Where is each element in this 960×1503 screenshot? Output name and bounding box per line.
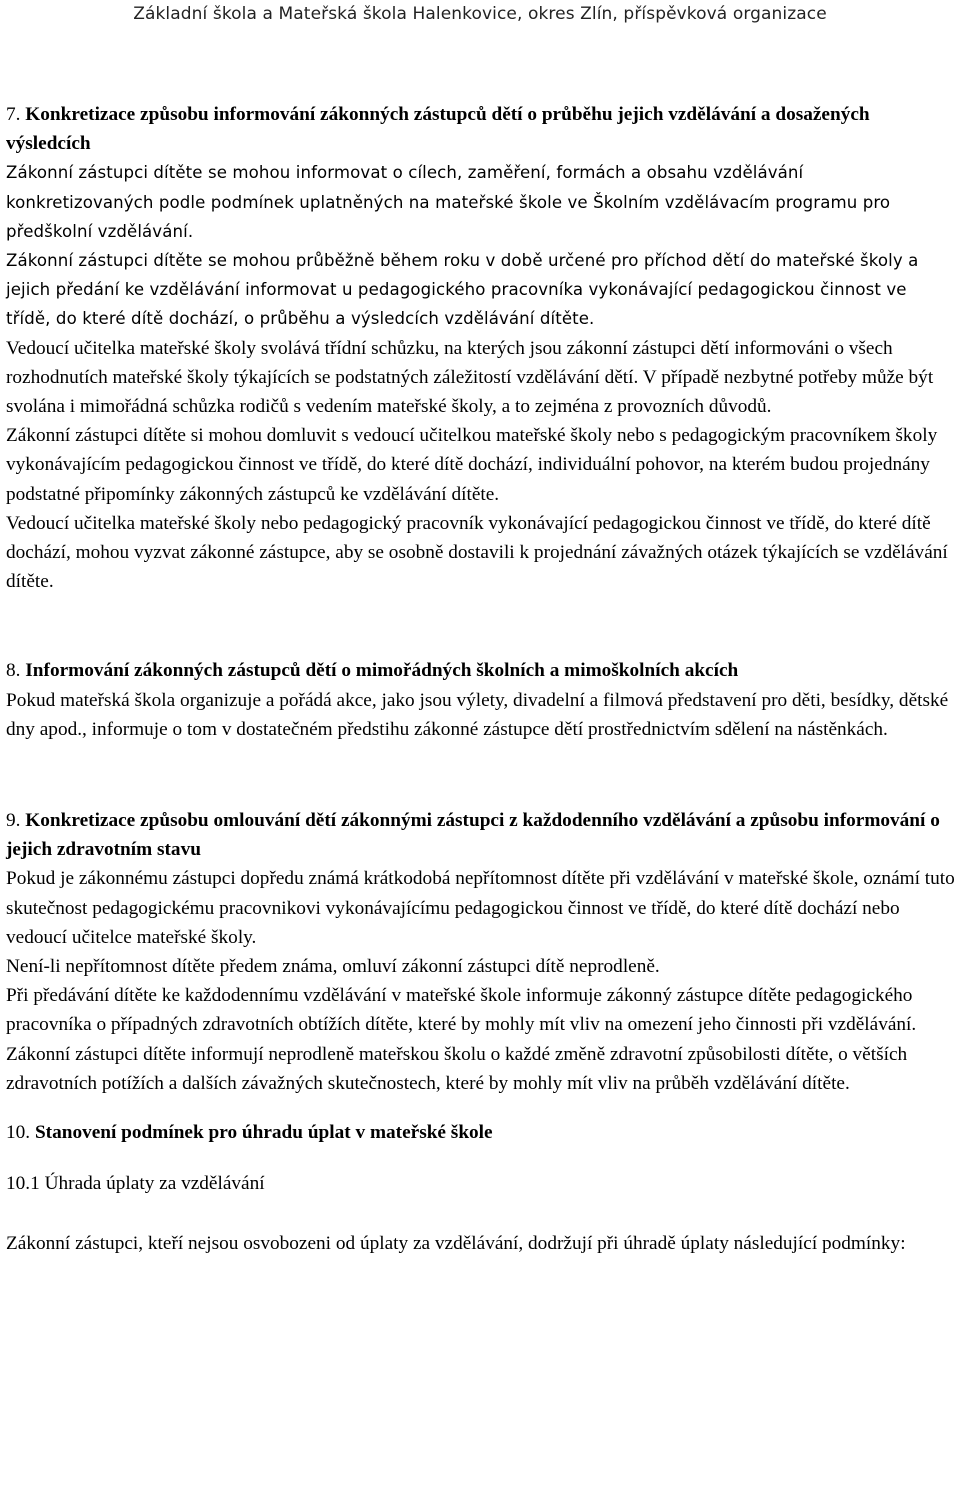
section-10-heading <box>6 1118 956 1147</box>
section-9-number: 9. <box>6 810 21 832</box>
section-8-number: 8. <box>6 660 21 682</box>
section-9-title: Konkretizace způsobu omlouvání dětí zákonnými zástupci z každodenního vzdělávání a způsobu informování o jejich zdravotním stavu <box>6 810 940 861</box>
section-10-number: 10. <box>6 1122 31 1144</box>
section-9-paragraph-2: Není-li nepřítomnost dítěte předem známa, omluví zákonní zástupci dítě neprodleně. <box>6 956 660 978</box>
section-8-paragraph-1: Pokud mateřská škola organizuje a pořádá akce, jako jsou výlety, divadelní a filmová představení pro děti, besídky, dětské dny apod., informuje o tom v dostatečném předstihu zákonné zástupce dětí prostřednictvím sdělení na nástěnkách. <box>6 689 949 740</box>
section-7-heading <box>6 100 956 158</box>
section-7-paragraph-4: Zákonní zástupci dítěte si mohou domluvit s vedoucí učitelkou mateřské školy nebo s pedagogickým pracovníkem školy vykonávajícím pedagogickou činnost ve třídě, do které dítě dochází, individuální pohovor, na kterém budou projednány podstatné připomínky zákonných zástupců ke vzdělávání dítěte. <box>6 425 938 505</box>
section-8-title: Informování zákonných zástupců dětí o mimořádných školních a mimoškolních akcích <box>25 660 739 682</box>
spacer <box>6 1098 956 1118</box>
spacer <box>6 1147 956 1169</box>
section-9-paragraph-4: Zákonní zástupci dítěte informují neprodleně mateřskou školu o každé změně zdravotní způsobilosti dítěte, o větších zdravotních potížích a dalších závažných skutečnostech, které by mohly mít vliv na průběh vzdělávání dítěte. <box>6 1043 908 1094</box>
page-header <box>0 0 960 32</box>
section-9-paragraph-3: Při předávání dítěte ke každodennímu vzdělávání v mateřské škole informuje zákonný zástupce dítěte pedagogického pracovníka o případných zdravotních obtížích dítěte, které by mohly mít vliv na omezení jeho činnosti při vzdělávání. <box>6 985 917 1036</box>
spacer <box>6 596 956 656</box>
section-10-1-paragraph-1: Zákonní zástupci, kteří nejsou osvobozeni od úplaty za vzdělávání, dodržují při úhradě úplaty následující podmínky: <box>6 1232 906 1254</box>
section-9-paragraph-1: Pokud je zákonnému zástupci dopředu známá krátkodobá nepřítomnost dítěte při vzdělávání v mateřské škole, oznámí tuto skutečnost pedagogickému pracovnikovi vykonávajícímu pedagogickou činnost ve třídě, do které dítě dochází nebo vedoucí učitelce mateřské školy. <box>6 868 955 948</box>
page-header-title: Základní škola a Mateřská škola Halenkovice, okres Zlín, příspěvková organizace <box>133 4 827 24</box>
section-10-1-heading <box>6 1169 956 1198</box>
spacer <box>6 1199 956 1229</box>
spacer <box>6 744 956 806</box>
section-10-1-title: Úhrada úplaty za vzdělávání <box>44 1173 265 1195</box>
section-10-title: Stanovení podmínek pro úhradu úplat v mateřské škole <box>34 1122 493 1144</box>
section-8-heading <box>6 656 956 685</box>
section-7-number: 7. <box>6 104 21 125</box>
section-7-paragraph-3: Vedoucí učitelka mateřské školy svolává třídní schůzku, na kterých jsou zákonní zástupci dětí informováni o všech rozhodnutích mateřské školy týkajících se podstatných záležitostí vzdělávání dětí. V případě nezbytné potřeby může být svolána i mimořádná schůzka rodičů s vedením mateřské školy, a to zejména z provozních důvodů. <box>6 337 934 418</box>
section-7-paragraph-1: Zákonní zástupci dítěte se mohou informovat o cílech, zaměření, formách a obsahu vzdělávání konkretizovaných podle podmínek uplatněných na mateřské škole ve Školním vzdělávacím programu pro předškolní vzdělávání. <box>6 163 891 241</box>
section-9-heading <box>6 806 956 864</box>
document-body <box>6 100 956 1258</box>
section-7-paragraph-5: Vedoucí učitelka mateřské školy nebo pedagogický pracovník vykonávající pedagogickou činnost ve třídě, do které dítě dochází, mohou vyzvat zákonné zástupce, aby se osobně dostavili k projednání závažných otázek týkajících se vzdělávání dítěte. <box>6 512 948 593</box>
section-7-paragraph-2: Zákonní zástupci dítěte se mohou průběžně během roku v době určené pro příchod dětí do mateřské školy a jejich předání ke vzdělávání informovat u pedagogického pracovníka vykonávající pedagogickou činnost ve třídě, do které dítě dochází, o průběhu a výsledcích vzdělávání dítěte. <box>6 251 919 329</box>
section-10-1-number: 10.1 <box>6 1173 40 1195</box>
section-7-title: Konkretizace způsobu informování zákonných zástupců dětí o průběhu jejich vzdělávání a dosažených výsledcích <box>6 104 870 155</box>
